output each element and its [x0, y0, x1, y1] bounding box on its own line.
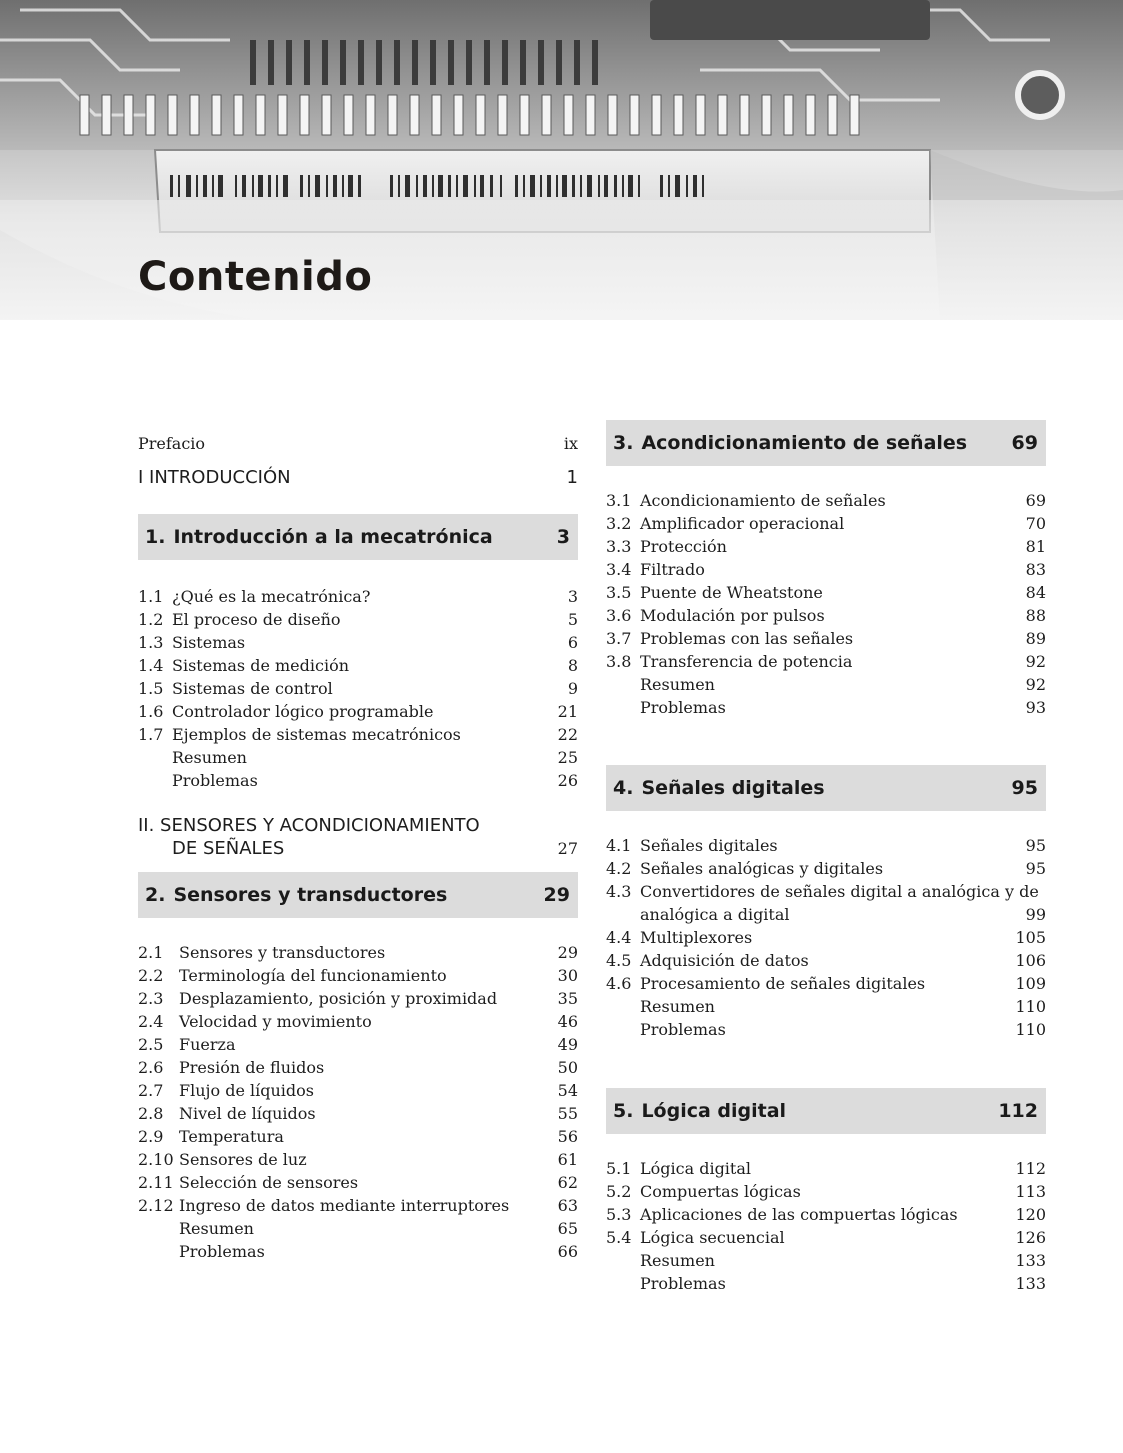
part-1-page: 1	[566, 467, 578, 488]
entry-page: 49	[557, 1035, 578, 1054]
toc-entry[interactable]	[606, 857, 1046, 880]
toc-entry[interactable]	[138, 1033, 578, 1056]
chapter-5-title: Lógica digital	[641, 1100, 787, 1122]
chapter-3-number: 3.	[613, 432, 634, 454]
entry-title: Aplicaciones de las compuertas lógicas	[640, 1205, 958, 1224]
entry-number: 2.9	[138, 1127, 164, 1146]
entry-number: 2.8	[138, 1104, 164, 1123]
entry-page: 113	[1015, 1182, 1046, 1201]
entry-title: Velocidad y movimiento	[179, 1012, 372, 1031]
entry-number: 2.12	[138, 1196, 174, 1215]
toc-entry-continuation[interactable]	[606, 903, 1046, 926]
entry-number: 2.1	[138, 943, 164, 962]
toc-preface[interactable]	[138, 432, 578, 455]
entry-page: 56	[557, 1127, 578, 1146]
chapter-1-number: 1.	[145, 526, 166, 548]
entry-page: 95	[1025, 836, 1046, 855]
entry-page: 69	[1025, 491, 1046, 510]
entry-title: ¿Qué es la mecatrónica?	[172, 587, 371, 606]
chapter-5-page: 112	[998, 1100, 1038, 1122]
chapter-1-page: 3	[556, 526, 570, 548]
entry-page: 105	[1015, 928, 1046, 947]
entry-number: 5.4	[606, 1228, 632, 1247]
toc-entry[interactable]	[606, 949, 1046, 972]
entry-number: 5.2	[606, 1182, 632, 1201]
toc-entry[interactable]	[138, 677, 578, 700]
toc-entry[interactable]	[606, 650, 1046, 673]
entry-title: Filtrado	[640, 560, 705, 579]
entry-title: Terminología del funcionamiento	[179, 966, 447, 985]
entry-number: 3.1	[606, 491, 632, 510]
toc-entry[interactable]	[606, 558, 1046, 581]
entry-title: Sistemas	[172, 633, 246, 652]
entry-number: 3.7	[606, 629, 632, 648]
entry-page: 109	[1015, 974, 1046, 993]
toc-entry[interactable]	[606, 512, 1046, 535]
entry-title: Procesamiento de señales digitales	[640, 974, 926, 993]
entry-title: Compuertas lógicas	[640, 1182, 801, 1201]
entry-title: Resumen	[640, 1251, 715, 1270]
toc-entry[interactable]	[606, 972, 1046, 995]
chapter-2-title: Sensores y transductores	[173, 884, 448, 906]
chapter-2-header[interactable]	[138, 872, 578, 918]
entry-title: Multiplexores	[640, 928, 753, 947]
chapter-3-sections	[606, 489, 1046, 719]
entry-page: 88	[1025, 606, 1046, 625]
entry-page: 25	[557, 748, 578, 767]
toc-entry[interactable]	[606, 535, 1046, 558]
entry-page: 126	[1015, 1228, 1046, 1247]
part-2-page: 27	[557, 839, 578, 858]
entry-title: Problemas	[172, 771, 258, 790]
entry-page: 92	[1025, 675, 1046, 694]
entry-page: 22	[557, 725, 578, 744]
toc-entry[interactable]	[138, 1056, 578, 1079]
entry-title: Resumen	[172, 748, 247, 767]
entry-page: 120	[1015, 1205, 1046, 1224]
entry-title: Resumen	[640, 997, 715, 1016]
part-2-line-1: II. SENSORES Y ACONDICIONAMIENTO	[138, 815, 480, 836]
chapter-2-page: 29	[543, 884, 570, 906]
toc-entry[interactable]	[606, 1180, 1046, 1203]
entry-page: 26	[557, 771, 578, 790]
entry-title: Presión de fluidos	[179, 1058, 325, 1077]
toc-entry-problems[interactable]	[138, 769, 578, 792]
entry-title: Problemas con las señales	[640, 629, 854, 648]
entry-title: Controlador lógico programable	[172, 702, 434, 721]
chapter-3-title: Acondicionamiento de señales	[641, 432, 968, 454]
entry-title: Sistemas de medición	[172, 656, 350, 675]
entry-title: Flujo de líquidos	[179, 1081, 314, 1100]
toc-entry[interactable]	[606, 1203, 1046, 1226]
toc-entry[interactable]	[606, 1226, 1046, 1249]
toc-entry[interactable]	[138, 941, 578, 964]
entry-title: Lógica secuencial	[640, 1228, 785, 1247]
part-1-label: I INTRODUCCIÓN	[138, 467, 291, 488]
toc-entry[interactable]	[138, 1010, 578, 1033]
entry-page: 3	[567, 587, 578, 606]
chapter-1-sections	[138, 585, 578, 792]
toc-entry[interactable]	[606, 1157, 1046, 1180]
entry-number: 1.5	[138, 679, 164, 698]
chapter-4-number: 4.	[613, 777, 634, 799]
entry-title: Protección	[640, 537, 727, 556]
toc-entry[interactable]	[138, 654, 578, 677]
entry-number: 4.3	[606, 882, 632, 901]
toc-entry[interactable]	[138, 964, 578, 987]
entry-title: Sensores y transductores	[179, 943, 386, 962]
entry-title: Problemas	[179, 1242, 265, 1261]
toc-part-2[interactable]	[138, 814, 578, 860]
toc-entry[interactable]	[606, 926, 1046, 949]
header-banner	[0, 0, 1123, 320]
toc-left-column	[138, 420, 578, 1263]
entry-page: 61	[557, 1150, 578, 1169]
toc-entry-problems[interactable]	[606, 696, 1046, 719]
chapter-5-number: 5.	[613, 1100, 634, 1122]
chapter-1-header[interactable]	[138, 514, 578, 560]
entry-page: 66	[557, 1242, 578, 1261]
entry-title: Problemas	[640, 1274, 726, 1293]
toc-entry[interactable]	[138, 1102, 578, 1125]
entry-page: 54	[557, 1081, 578, 1100]
entry-title: Lógica digital	[640, 1159, 752, 1178]
toc-entry-problems[interactable]	[606, 1272, 1046, 1295]
entry-page: 112	[1015, 1159, 1046, 1178]
entry-number: 4.1	[606, 836, 632, 855]
chapter-1-title: Introducción a la mecatrónica	[173, 526, 493, 548]
entry-title: Resumen	[640, 675, 715, 694]
entry-number: 2.2	[138, 966, 164, 985]
toc-entry[interactable]	[138, 1194, 578, 1217]
entry-number: 4.5	[606, 951, 632, 970]
entry-page: 133	[1015, 1251, 1046, 1270]
toc-entry[interactable]	[606, 581, 1046, 604]
entry-title: Ingreso de datos mediante interruptores	[179, 1196, 510, 1215]
toc-entry-summary[interactable]	[606, 995, 1046, 1018]
entry-number: 3.8	[606, 652, 632, 671]
part-2-line-2: DE SEÑALES	[172, 838, 285, 859]
entry-page: 110	[1015, 1020, 1046, 1039]
entry-number: 1.6	[138, 702, 164, 721]
entry-number: 2.7	[138, 1081, 164, 1100]
entry-page: 5	[567, 610, 578, 629]
entry-number: 3.3	[606, 537, 632, 556]
entry-title: Señales digitales	[640, 836, 778, 855]
entry-page: 84	[1025, 583, 1046, 602]
entry-number: 1.4	[138, 656, 164, 675]
toc-entry[interactable]	[138, 585, 578, 608]
entry-page: 106	[1015, 951, 1046, 970]
entry-page: 89	[1025, 629, 1046, 648]
entry-number: 4.2	[606, 859, 632, 878]
chapter-5-sections	[606, 1157, 1046, 1295]
toc-entry[interactable]	[606, 604, 1046, 627]
toc-entry[interactable]	[138, 700, 578, 723]
chapter-2-sections	[138, 941, 578, 1263]
toc-entry[interactable]	[138, 1148, 578, 1171]
entry-title: Ejemplos de sistemas mecatrónicos	[172, 725, 461, 744]
toc-entry[interactable]	[138, 723, 578, 746]
entry-title: Desplazamiento, posición y proximidad	[179, 989, 498, 1008]
entry-number: 2.5	[138, 1035, 164, 1054]
entry-title: Problemas	[640, 1020, 726, 1039]
toc-entry[interactable]	[138, 1125, 578, 1148]
entry-number: 1.2	[138, 610, 164, 629]
entry-title: Convertidores de señales digital a analógica y de	[640, 882, 1039, 901]
entry-page: 9	[567, 679, 578, 698]
entry-number: 5.3	[606, 1205, 632, 1224]
toc-right-column	[606, 420, 1046, 1295]
toc-entry[interactable]	[606, 627, 1046, 650]
entry-number: 2.10	[138, 1150, 174, 1169]
toc-entry[interactable]	[606, 834, 1046, 857]
toc-entry[interactable]	[138, 608, 578, 631]
toc-entry-summary[interactable]	[606, 1249, 1046, 1272]
entry-number: 2.3	[138, 989, 164, 1008]
entry-number: 3.2	[606, 514, 632, 533]
entry-page: 70	[1025, 514, 1046, 533]
entry-title: Adquisición de datos	[640, 951, 809, 970]
entry-page: 92	[1025, 652, 1046, 671]
entry-title: El proceso de diseño	[172, 610, 341, 629]
chapter-3-header[interactable]	[606, 420, 1046, 466]
entry-number: 1.3	[138, 633, 164, 652]
entry-page: 99	[1025, 905, 1046, 924]
entry-title: analógica a digital	[640, 905, 790, 924]
chapter-4-title: Señales digitales	[641, 777, 825, 799]
entry-page: 83	[1025, 560, 1046, 579]
entry-number: 1.1	[138, 587, 164, 606]
toc-entry[interactable]	[606, 880, 1046, 903]
entry-page: 93	[1025, 698, 1046, 717]
toc-entry-problems[interactable]	[606, 1018, 1046, 1041]
toc-entry[interactable]	[606, 489, 1046, 512]
entry-title: Temperatura	[179, 1127, 284, 1146]
entry-title: Transferencia de potencia	[640, 652, 853, 671]
entry-page: 133	[1015, 1274, 1046, 1293]
entry-title: Puente de Wheatstone	[640, 583, 823, 602]
entry-title: Problemas	[640, 698, 726, 717]
entry-title: Señales analógicas y digitales	[640, 859, 884, 878]
toc-entry-summary[interactable]	[606, 673, 1046, 696]
chapter-4-page: 95	[1011, 777, 1038, 799]
entry-number: 4.4	[606, 928, 632, 947]
entry-page: 46	[557, 1012, 578, 1031]
toc-part-1[interactable]	[138, 466, 578, 489]
toc-entry-summary[interactable]	[138, 746, 578, 769]
entry-page: 110	[1015, 997, 1046, 1016]
chapter-4-sections	[606, 834, 1046, 1041]
toc-entry[interactable]	[138, 631, 578, 654]
entry-page: 35	[557, 989, 578, 1008]
entry-page: 29	[557, 943, 578, 962]
chapter-4-header[interactable]	[606, 765, 1046, 811]
entry-page: 81	[1025, 537, 1046, 556]
entry-page: 63	[557, 1196, 578, 1215]
entry-page: 50	[557, 1058, 578, 1077]
page-title: Contenido	[138, 254, 373, 300]
chapter-2-number: 2.	[145, 884, 166, 906]
toc-entry[interactable]	[138, 1079, 578, 1102]
entry-page: 55	[557, 1104, 578, 1123]
chapter-5-header[interactable]	[606, 1088, 1046, 1134]
entry-number: 4.6	[606, 974, 632, 993]
entry-page: 65	[557, 1219, 578, 1238]
entry-number: 3.6	[606, 606, 632, 625]
entry-title: Modulación por pulsos	[640, 606, 825, 625]
preface-label: Prefacio	[138, 434, 206, 453]
entry-title: Sensores de luz	[179, 1150, 307, 1169]
entry-title: Fuerza	[179, 1035, 236, 1054]
toc-entry[interactable]	[138, 1171, 578, 1194]
entry-number: 3.4	[606, 560, 632, 579]
entry-title: Acondicionamiento de señales	[640, 491, 886, 510]
entry-number: 3.5	[606, 583, 632, 602]
preface-page: ix	[563, 434, 578, 453]
toc-entry[interactable]	[138, 987, 578, 1010]
entry-page: 6	[567, 633, 578, 652]
entry-page: 30	[557, 966, 578, 985]
entry-page: 8	[567, 656, 578, 675]
toc-entry-problems[interactable]	[138, 1240, 578, 1263]
entry-number: 2.6	[138, 1058, 164, 1077]
entry-page: 95	[1025, 859, 1046, 878]
toc-entry-summary[interactable]	[138, 1217, 578, 1240]
entry-number: 2.4	[138, 1012, 164, 1031]
entry-title: Resumen	[179, 1219, 254, 1238]
entry-number: 5.1	[606, 1159, 632, 1178]
entry-number: 1.7	[138, 725, 164, 744]
chapter-3-page: 69	[1011, 432, 1038, 454]
entry-title: Amplificador operacional	[640, 514, 845, 533]
entry-page: 21	[557, 702, 578, 721]
entry-title: Sistemas de control	[172, 679, 333, 698]
entry-title: Nivel de líquidos	[179, 1104, 316, 1123]
entry-page: 62	[557, 1173, 578, 1192]
entry-number: 2.11	[138, 1173, 174, 1192]
entry-title: Selección de sensores	[179, 1173, 359, 1192]
